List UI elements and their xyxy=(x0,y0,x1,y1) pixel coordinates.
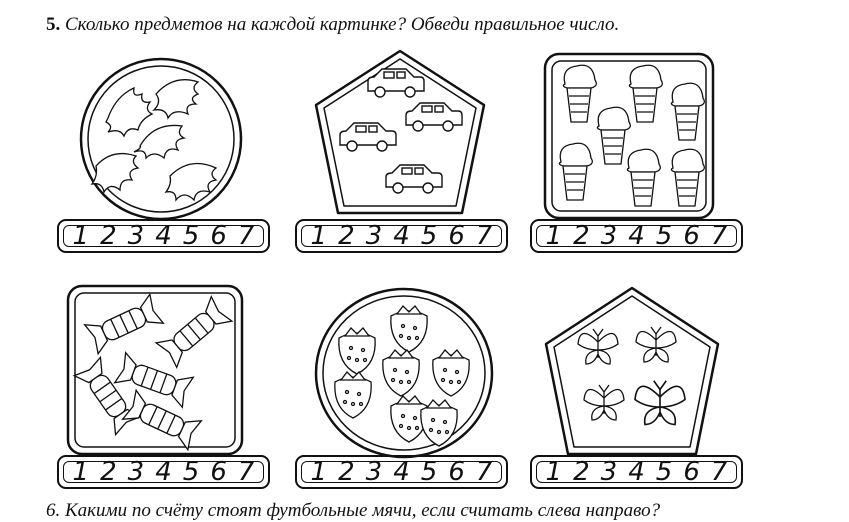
number-option[interactable]: 2 xyxy=(338,221,355,251)
number-option[interactable]: 5 xyxy=(420,221,438,251)
number-option[interactable]: 5 xyxy=(655,457,673,487)
number-option[interactable]: 2 xyxy=(573,221,590,251)
number-strip-cars xyxy=(295,219,508,253)
number-option[interactable]: 5 xyxy=(655,221,673,251)
number-option[interactable]: 4 xyxy=(393,221,410,251)
number-option[interactable]: 4 xyxy=(155,221,172,251)
number-strip-butterflies xyxy=(530,455,743,489)
task-5-title xyxy=(46,14,619,36)
number-option[interactable]: 2 xyxy=(100,457,117,487)
number-option[interactable]: 3 xyxy=(600,457,618,487)
number-option[interactable]: 7 xyxy=(710,221,728,251)
number-option[interactable]: 1 xyxy=(545,221,563,251)
picture-candies xyxy=(66,284,244,456)
number-option[interactable]: 1 xyxy=(310,221,328,251)
task-6-title xyxy=(46,500,660,522)
number-option[interactable]: 3 xyxy=(127,457,145,487)
number-option[interactable]: 6 xyxy=(683,221,700,251)
task-number: 5. xyxy=(46,14,61,35)
number-option[interactable]: 1 xyxy=(72,221,90,251)
picture-butterflies xyxy=(542,284,722,458)
number-option[interactable]: 6 xyxy=(448,221,465,251)
picture-ice-cream xyxy=(543,52,715,220)
number-option[interactable]: 2 xyxy=(338,457,355,487)
number-strip-oak-leaves xyxy=(57,219,270,253)
picture-oak-leaves xyxy=(78,56,244,222)
number-option[interactable]: 6 xyxy=(683,457,700,487)
number-option[interactable]: 5 xyxy=(182,221,200,251)
number-strip-ice-cream xyxy=(530,219,743,253)
number-option[interactable]: 6 xyxy=(448,457,465,487)
number-option[interactable]: 3 xyxy=(600,221,618,251)
number-option[interactable]: 7 xyxy=(475,221,493,251)
number-option[interactable]: 1 xyxy=(545,457,563,487)
number-option[interactable]: 7 xyxy=(237,457,255,487)
picture-strawberries xyxy=(313,286,495,460)
number-option[interactable]: 4 xyxy=(155,457,172,487)
number-option[interactable]: 2 xyxy=(100,221,117,251)
number-strip-candies xyxy=(57,455,270,489)
number-option[interactable]: 6 xyxy=(210,221,227,251)
number-option[interactable]: 7 xyxy=(475,457,493,487)
number-strip-strawberries xyxy=(295,455,508,489)
number-option[interactable]: 7 xyxy=(710,457,728,487)
number-option[interactable]: 3 xyxy=(365,457,383,487)
picture-cars xyxy=(312,47,488,217)
task-instruction: Какими по счёту стоят футбольные мячи, если считать слева направо? xyxy=(65,500,661,521)
number-option[interactable]: 2 xyxy=(573,457,590,487)
number-option[interactable]: 6 xyxy=(210,457,227,487)
number-option[interactable]: 5 xyxy=(420,457,438,487)
number-option[interactable]: 4 xyxy=(628,221,645,251)
number-option[interactable]: 7 xyxy=(237,221,255,251)
number-option[interactable]: 1 xyxy=(310,457,328,487)
number-option[interactable]: 3 xyxy=(127,221,145,251)
number-option[interactable]: 4 xyxy=(393,457,410,487)
number-option[interactable]: 5 xyxy=(182,457,200,487)
number-option[interactable]: 4 xyxy=(628,457,645,487)
task-number: 6. xyxy=(46,500,61,521)
number-option[interactable]: 3 xyxy=(365,221,383,251)
task-instruction: Сколько предметов на каждой картинке? Обведи правильное число. xyxy=(65,14,620,35)
number-option[interactable]: 1 xyxy=(72,457,90,487)
